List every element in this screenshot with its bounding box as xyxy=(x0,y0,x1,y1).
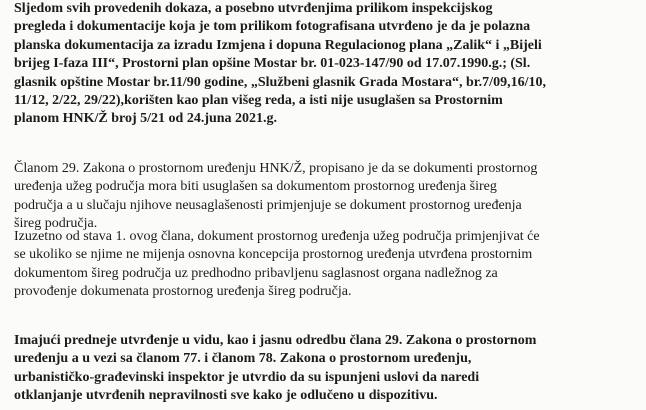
text-line: otklanjanje utvrđenih nepravilnosti sve kako je odlučeno u dispozitivu. xyxy=(14,388,438,404)
text-line: uređenju a u vezi sa članom 77. i članom 78. Zakona o prostornom uređenju, xyxy=(14,351,472,367)
text-line: uređenja užeg područja mora biti usuglašen sa dokumentom prostornog uređenja šireg xyxy=(14,179,497,195)
text-line: se ukoliko se njime ne mijenja osnovna koncepcija prostornog uređenja utvrđena prostornim xyxy=(14,247,533,263)
text-line: pregleda i dokumentacije koja je tom prilikom fotografisana utvrđeno je da je polazna xyxy=(14,19,531,35)
text-line: urbanističko-građevinski inspektor je utvrdio da su ispunjeni uslovi da naredi xyxy=(14,369,480,385)
text-line: brijeg I-faza III“, Prostorni plan opšine Mostar br. 01-023-147/90 od 17.07.1990.g.; (Sl. xyxy=(14,56,531,72)
text-line: 11/12, 2/22, 29/22),korišten kao plan višeg reda, a isti nije usuglašen sa Prostornim xyxy=(14,93,503,109)
text-line: glasnik opštine Mostar br.11/90 godine, „Službeni glasnik Grada Mostara“, br.7/09,16/10, xyxy=(14,74,546,90)
text-line: planska dokumentacija za izradu Izmjena i dopuna Regulacionog plana „Zalik“ i „Bijeli xyxy=(14,37,542,53)
paragraph-exception xyxy=(14,228,636,302)
paragraph-conclusion xyxy=(14,332,636,406)
text-line: Sljedom svih provedenih dokaza, a posebno utvrđenjima prilikom inspekcijskog xyxy=(14,1,493,16)
text-line: Članom 29. Zakona o prostornom uređenju HNK/Ž, propisano je da se dokumenti prostornog xyxy=(14,161,538,176)
text-line: Izuzetno od stava 1. ovog člana, dokument prostornog uređenja užeg područja primjenjivat će xyxy=(14,229,540,244)
text-line: dokumentom šireg područja uz predhodno pribavljenu saglasnost organa nadležnog za xyxy=(14,265,498,281)
paragraph-article-29 xyxy=(14,160,636,234)
text-line: šireg područja. xyxy=(14,216,98,232)
text-line: područja a u slučaju njihove neusaglašenosti primjenjuje se dokument prostornog uređenja xyxy=(14,197,522,213)
text-line: provođenje dokumenata prostornog uređenja šireg područja. xyxy=(14,284,352,300)
text-line: planom HNK/Ž broj 5/21 od 24.juna 2021.g. xyxy=(14,111,278,127)
paragraph-findings xyxy=(14,0,636,129)
text-line: Imajući predneje utvrđenje u vidu, kao i jasnu odredbu člana 29. Zakona o prostornom xyxy=(14,333,537,348)
